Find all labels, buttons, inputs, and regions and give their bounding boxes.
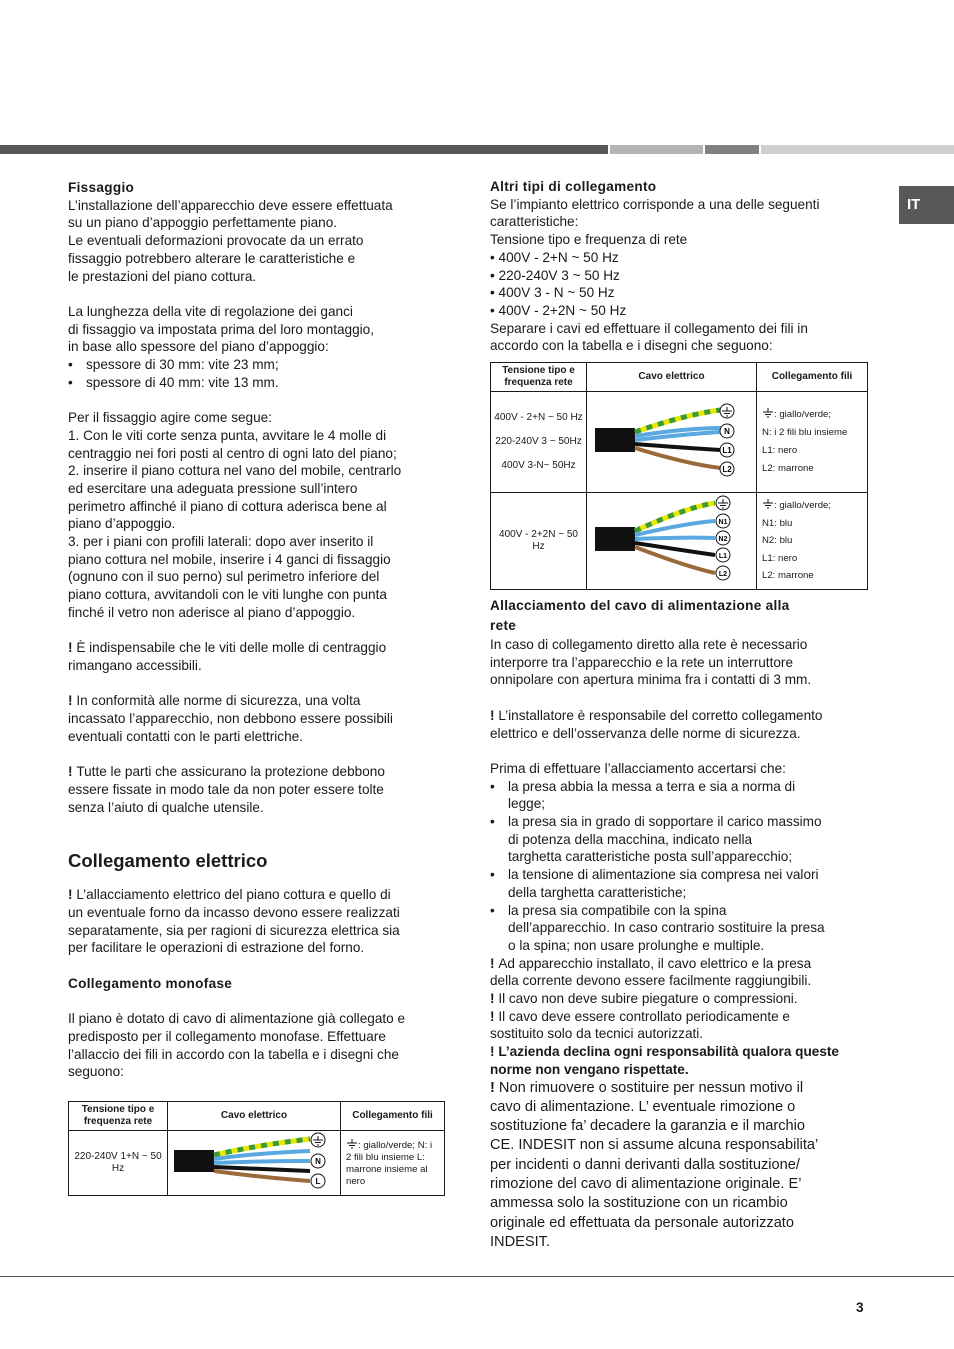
voltage-cell: 400V - 2+N ~ 50 Hz 220-240V 3 ~ 50Hz 400V 3-N~ 50Hz [491,392,587,493]
terminal-label: N [724,427,730,436]
cable-cell [168,1131,341,1196]
terminal-label: N1 [718,519,728,526]
list-item: • 220-240V 3 ~ 50 Hz [490,267,620,283]
warning-3: ! Tutte le parti che assicurano la protezione debbono essere fissate in modo tale da non poter essere tolte senza l’aiuto di qualche utensile. [68,764,385,815]
warning-2: ! In conformità alle norme di sicurezza, una volta incassato l’apparecchio, non debbono essere possibili eventuali contatti con le parti elettriche. [68,693,393,744]
ground-icon [762,499,774,509]
list-item: • 400V - 2+N ~ 50 Hz [490,249,619,265]
cable-cell [587,493,757,590]
fissaggio-heading: Fissaggio [68,180,135,195]
language-tab: IT [899,186,954,224]
fissaggio-p1: L’installazione dell’apparecchio deve essere effettuata su un piano d’appoggio perfettamente piano. Le eventuali deformazioni provocate da un errato fissaggio potrebbero alterare le caratteristiche e le prestazioni del piano cottura. [68,197,393,284]
allacc-p2: Prima di effettuare l’allacciamento accertarsi che: [490,760,786,776]
list-item: • 400V - 2+2N ~ 50 Hz [490,302,627,318]
voltage-cell: 220-240V 1+N ~ 50 Hz [69,1131,168,1196]
ground-icon [762,408,774,418]
fissaggio-p2: La lunghezza della vite di regolazione dei ganci di fissaggio va impostata prima del loro montaggio, in base allo spessore del piano d’appoggio: [68,303,375,355]
allacc-warning-6: ! Non rimuovere o sostituire per nessun motivo il cavo di alimentazione. L’ eventuale rimozione o sostituzione fa’ decadere la garanzia e il marchio CE. INDESIT non si assume alcuna responsabilita’ per incidenti o danni derivanti dalla sostituzione/ rimozione del cavo di alimentazione originale. E’ ammessa solo la sostituzione con un ricambio originale ed effettuata da personale autorizzato INDESIT. [490,1079,819,1250]
allacc-warning-2: ! Ad apparecchio installato, il cavo elettrico e la presa della corrente devono essere facilmente raggiungibili. [490,955,812,989]
terminal-label: L1 [722,446,732,455]
terminal-label: L [315,1177,321,1186]
wiring-table-monofase [68,1101,445,1196]
connection-cell: : giallo/verde; N: i 2 fili blu insieme L1: nero L2: marrone [757,392,868,493]
cable-diagram [587,493,750,585]
list-item: • la presa abbia la messa a terra e sia a norma di legge; [490,778,868,813]
ground-icon [346,1139,358,1149]
page-number: 3 [856,1300,864,1315]
list-item: • la tensione di alimentazione sia compresa nei valori della targhetta caratteristiche; [490,866,868,901]
list-item: • la presa sia in grado di sopportare il carico massimo di potenza della macchina, indicato nella targhetta caratteristiche posta sull’apparecchio; [490,813,868,866]
allacc-p1: In caso di collegamento diretto alla rete è necessario interporre tra l’apparecchio e la rete un interruttore onnipolare con apertura minima fra i contatti di 3 mm. [490,637,812,688]
top-color-bar [0,145,954,154]
header-cell: Collegamento fili [757,363,868,392]
header-cell: Tensione tipo e frequenza rete [69,1102,168,1131]
list-item: • la presa sia compatibile con la spina dell’apparecchio. In caso contrario sostituire la presa o la spina; non usare prolunghe e multiple. [490,902,868,955]
monofase-heading: Collegamento monofase [68,975,233,991]
voltage-cell: 400V - 2+2N ~ 50 Hz [491,493,587,590]
left-column [68,179,445,1081]
allacc-warning-1: ! L’installatore è responsabile del corretto collegamento elettrico e dell’osservanza delle norme di sicurezza. [490,707,823,741]
fissaggio-p3: Per il fissaggio agire come segue: 1. Con le viti corte senza punta, avvitare le 4 molle di centraggio nei fori posti al centro di ogni lato del piano; 2. inserire il piano cottura nel vano del mobile, centrarlo ed esercitare una adeguata pressione sull’intero perimetro affinché il piano di cottura aderisca bene al piano d’appoggio. 3. per i piani con profili laterali: dopo aver inserito il piano cottura nel mobile, inserire i 4 ganci di fissaggio (ognuno con il suo perno) sul perimetro inferiore del piano cottura, avvitandoli con le viti lunghe con punta finché il vetro non aderisce al piano d’appoggio. [68,410,402,620]
warning-1: ! È indispensabile che le viti delle molle di centraggio rimangano accessibili. [68,640,387,673]
list-item: • spessore di 30 mm: vite 23 mm; [68,356,445,374]
monofase-paragraph: Il piano è dotato di cavo di alimentazione già collegato e predisposto per il collegamento monofase. Effettuare l’allaccio dei fili in accordo con la tabella e i disegni che seguono: [68,1011,406,1080]
altri-p1: Se l’impianto elettrico corrisponde a una delle seguenti caratteristiche: Tensione tipo e frequenza di rete [490,196,820,248]
wiring-table-other [490,362,868,590]
header-cell: Cavo elettrico [587,363,757,392]
altri-p2: Separare i cavi ed effettuare il collegamento dei fili in accordo con la tabella e i disegni che seguono: [490,320,808,354]
connection-cell: : giallo/verde; N: i 2 fili blu insieme L: marrone insieme al nero [341,1131,445,1196]
allacc-warning-3: ! Il cavo non deve subire piegature o compressioni. [490,991,798,1007]
header-cell: Cavo elettrico [168,1102,341,1131]
terminal-label: N [315,1157,321,1166]
cable-diagram [587,392,750,488]
connection-cell: : giallo/verde; N1: blu N2: blu L1: nero L2: marrone [757,493,868,590]
terminal-label: L2 [722,465,732,474]
cable-diagram [168,1131,334,1191]
terminal-label: L1 [718,553,728,560]
header-cell: Collegamento fili [341,1102,445,1131]
terminal-label: L2 [718,571,728,578]
terminal-label: N2 [718,536,728,543]
allacc-warning-4: ! Il cavo deve essere controllato periodicamente e sostituito solo da tecnici autorizzati. [490,1008,790,1042]
list-item: • spessore di 40 mm: vite 13 mm. [68,374,445,392]
allacc-warning-5: ! L’azienda declina ogni responsabilità qualora queste norme non vengano rispettate. [490,1044,839,1077]
footer-rule [0,1276,954,1277]
right-column-lower [490,596,868,1252]
allacciamento-heading: Allacciamento del cavo di alimentazione alla rete [490,598,790,633]
list-item: • 400V 3 - N ~ 50 Hz [490,285,615,301]
right-column [490,178,868,355]
section-title: Collegamento elettrico [68,850,268,872]
cable-cell [587,392,757,493]
elettrico-warning: ! L’allacciamento elettrico del piano cottura e quello di un eventuale forno da incasso devono essere realizzati separatamente, sia per ragioni di sicurezza elettrica sia per facilitare le operazioni di estrazione del forno. [68,887,400,956]
altri-heading: Altri tipi di collegamento [490,179,657,194]
header-cell: Tensione tipo e frequenza rete [491,363,587,392]
